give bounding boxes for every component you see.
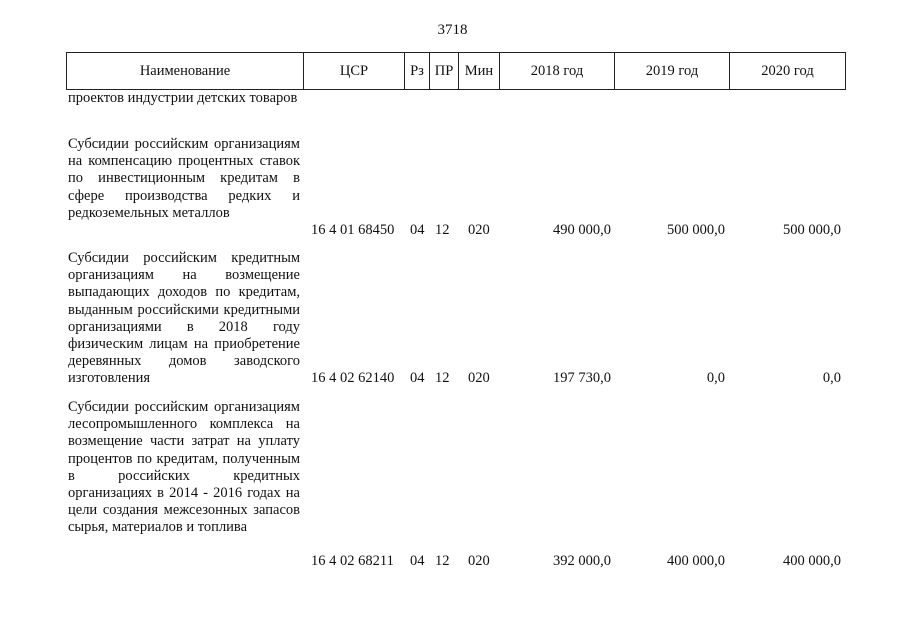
row-rz: 04 bbox=[410, 553, 425, 569]
row-2020: 0,0 bbox=[822, 370, 841, 386]
header-csr: ЦСР bbox=[304, 53, 405, 90]
row-csr: 16 4 02 68211 bbox=[311, 553, 394, 569]
header-2018: 2018 год bbox=[500, 53, 615, 90]
row-rz: 04 bbox=[410, 370, 425, 386]
row-2019: 400 000,0 bbox=[667, 553, 725, 569]
row-min: 020 bbox=[468, 370, 490, 386]
header-pr: ПР bbox=[430, 53, 459, 90]
row-2018: 392 000,0 bbox=[553, 553, 611, 569]
row-csr: 16 4 01 68450 bbox=[311, 222, 395, 238]
header-2019: 2019 год bbox=[615, 53, 730, 90]
table-header bbox=[66, 52, 846, 90]
row-rz: 04 bbox=[410, 222, 425, 238]
row-csr: 16 4 02 62140 bbox=[311, 370, 395, 386]
row-pr: 12 bbox=[435, 370, 450, 386]
row-2018: 197 730,0 bbox=[553, 370, 611, 386]
row-name: Субсидии российским организациям на компенсацию процентных ставок по инвестиционным кредитам в сфере производства редких и редкоземельных металлов bbox=[68, 136, 300, 221]
row-2020: 500 000,0 bbox=[783, 222, 841, 238]
row-2019: 500 000,0 bbox=[667, 222, 725, 238]
row-2018: 490 000,0 bbox=[553, 222, 611, 238]
header-2020: 2020 год bbox=[730, 53, 846, 90]
header-name: Наименование bbox=[67, 53, 304, 90]
row-name: Субсидии российским кредитным организациям на возмещение выпадающих доходов по кредитам, выданным российскими кредитными организациями в 2018 году физическим лицам на приобретение деревянных домов заводского изготовления bbox=[68, 250, 300, 387]
row-2020: 400 000,0 bbox=[783, 553, 841, 569]
header-min: Мин bbox=[459, 53, 500, 90]
header-rz: Рз bbox=[405, 53, 430, 90]
page-number: 3718 bbox=[437, 22, 468, 38]
row-pr: 12 bbox=[435, 222, 450, 238]
row-min: 020 bbox=[468, 222, 490, 238]
row-name: Субсидии российским организациям лесопромышленного комплекса на возмещение части затрат на уплату процентов по кредитам, полученным в российских кредитных организациях в 2014 - 2016 годах на цели создания межсезонных запасов сырья, материалов и топлива bbox=[68, 399, 300, 536]
row-name: проектов индустрии детских товаров bbox=[68, 90, 298, 106]
row-2019: 0,0 bbox=[706, 370, 725, 386]
row-pr: 12 bbox=[435, 553, 450, 569]
row-min: 020 bbox=[468, 553, 490, 569]
